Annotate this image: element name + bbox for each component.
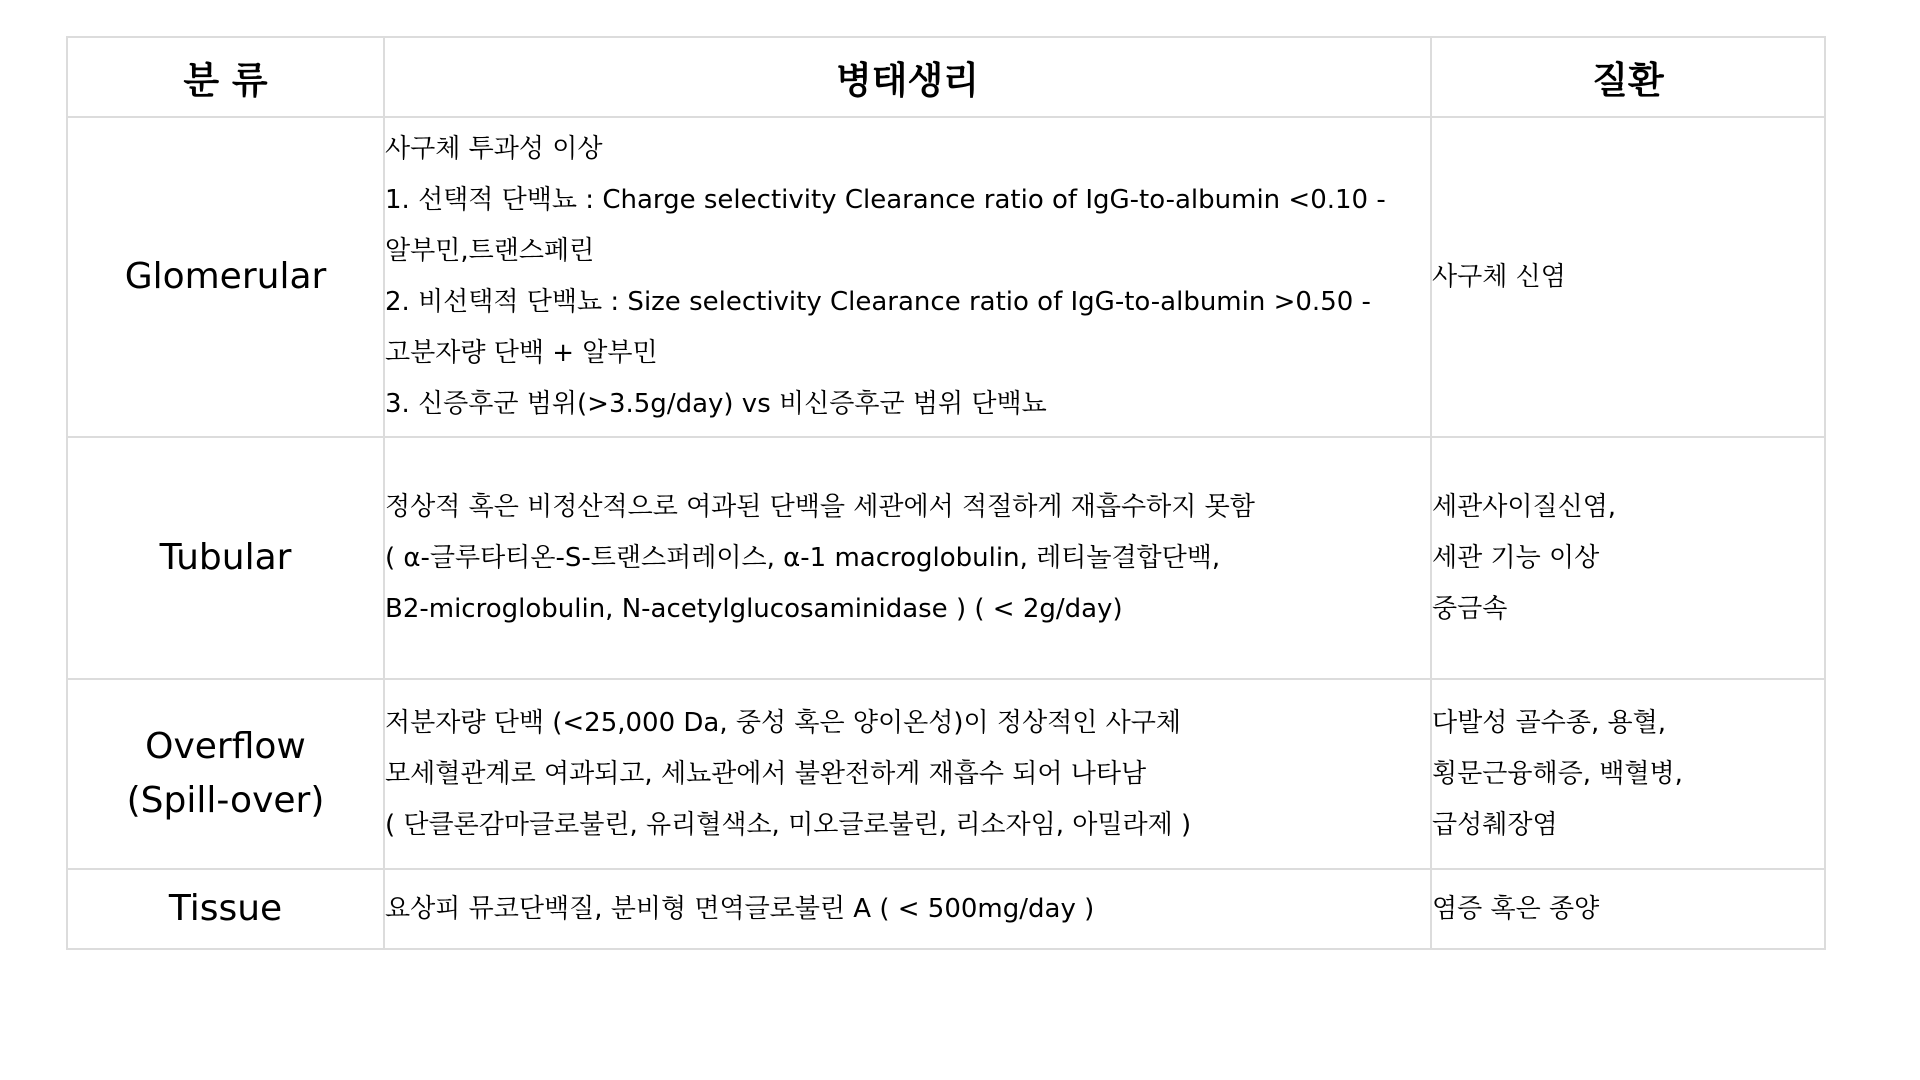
disease-line: 세관 기능 이상 [1432, 542, 1600, 573]
category-cell [67, 869, 384, 949]
header-pathophysiology: 병태생리 [384, 37, 1431, 117]
disease-cell [1431, 117, 1825, 437]
header-disease: 질환 [1431, 37, 1825, 117]
category-cell [67, 117, 384, 437]
pathophysiology-line: 고분자량 단백 + 알부민 [385, 338, 658, 368]
pathophysiology-line: 알부민,트랜스페린 [385, 236, 595, 266]
disease-line: 급성췌장염 [1432, 809, 1558, 840]
disease-cell [1431, 437, 1825, 679]
table-row-tubular [67, 437, 1825, 679]
disease-line: 횡문근융해증, 백혈병, [1432, 758, 1683, 789]
header-category: 분 류 [67, 37, 384, 117]
disease-line: 다발성 골수종, 용혈, [1432, 707, 1666, 738]
category-label: (Spill-over) [126, 780, 325, 821]
category-cell [67, 679, 384, 869]
pathophysiology-line: 정상적 혹은 비정산적으로 여과된 단백을 세관에서 적절하게 재흡수하지 못함 [385, 491, 1255, 522]
category-label: Glomerular [124, 256, 327, 297]
pathophysiology-line: ( α-글루타티온-S-트랜스퍼레이스, α-1 macroglobulin, 레티놀결합단백, [385, 542, 1221, 573]
disease-cell [1431, 679, 1825, 869]
pathophysiology-cell [384, 679, 1431, 869]
pathophysiology-line: 요상피 뮤코단백질, 분비형 면역글로불린 A ( < 500mg/day ) [385, 893, 1095, 924]
category-label: Tubular [159, 537, 292, 578]
category-label: Overflow [145, 726, 306, 767]
table-row-tissue [67, 869, 1825, 949]
disease-line: 염증 혹은 종양 [1432, 893, 1600, 924]
pathophysiology-line: 1. 선택적 단백뇨 : Charge selectivity Clearance ratio of IgG-to-albumin <0.10 - [385, 185, 1386, 215]
disease-cell [1431, 869, 1825, 949]
proteinuria-classification-table [66, 36, 1826, 950]
pathophysiology-line: 3. 신증후군 범위(>3.5g/day) vs 비신증후군 범위 단백뇨 [385, 389, 1047, 419]
pathophysiology-line: 2. 비선택적 단백뇨 : Size selectivity Clearance ratio of IgG-to-albumin >0.50 - [385, 287, 1371, 317]
category-cell [67, 437, 384, 679]
pathophysiology-line: ( 단클론감마글로불린, 유리혈색소, 미오글로불린, 리소자임, 아밀라제 ) [385, 809, 1192, 840]
pathophysiology-line: 사구체 투과성 이상 [385, 134, 603, 164]
table-row-glomerular [67, 117, 1825, 437]
pathophysiology-cell [384, 117, 1431, 437]
pathophysiology-line: 저분자량 단백 (<25,000 Da, 중성 혹은 양이온성)이 정상적인 사구체 [385, 707, 1181, 738]
disease-line: 세관사이질신염, [1432, 491, 1617, 522]
header-row [67, 37, 1825, 117]
table-row-overflow [67, 679, 1825, 869]
pathophysiology-line: B2-microglobulin, N-acetylglucosaminidase ) ( < 2g/day) [385, 593, 1123, 624]
pathophysiology-cell [384, 437, 1431, 679]
disease-line: 사구체 신염 [1432, 261, 1566, 292]
category-label: Tissue [168, 888, 283, 929]
pathophysiology-line: 모세혈관계로 여과되고, 세뇨관에서 불완전하게 재흡수 되어 나타남 [385, 758, 1147, 789]
pathophysiology-cell [384, 869, 1431, 949]
disease-line: 중금속 [1432, 593, 1508, 624]
